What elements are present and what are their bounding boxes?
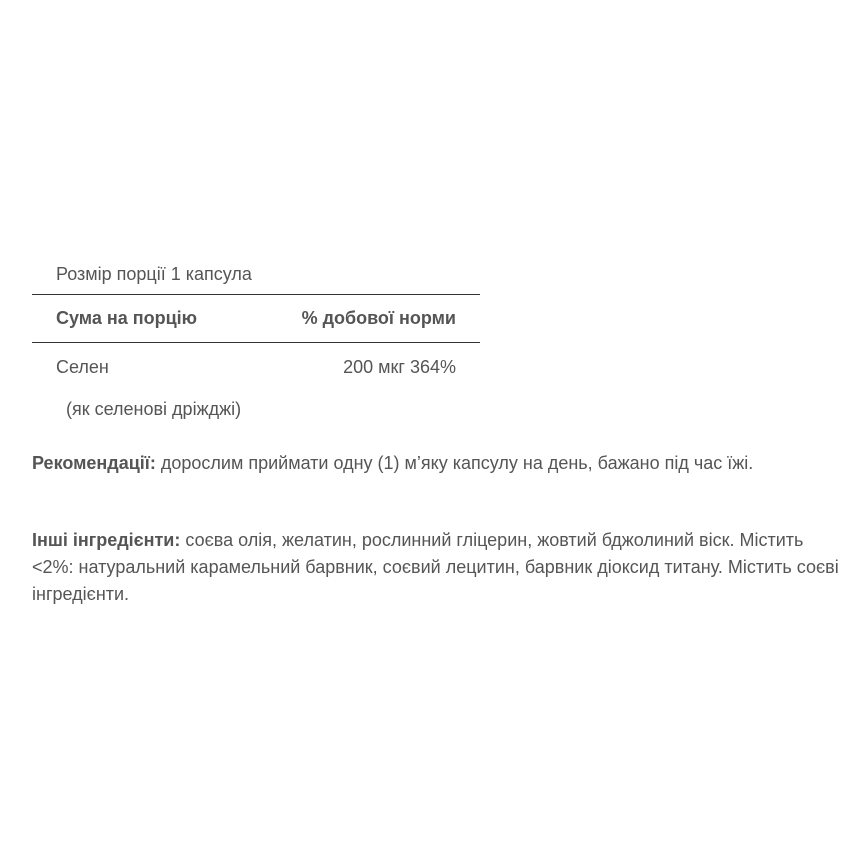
nutrient-name: Селен — [56, 356, 109, 377]
table-row — [32, 343, 480, 391]
supplement-facts-table — [32, 254, 480, 391]
recommendations-label: Рекомендації: — [32, 453, 156, 473]
serving-size: Розмір порції 1 капсула — [56, 264, 252, 284]
other-ingredients-paragraph — [32, 527, 844, 608]
other-ingredients-text: соєва олія, желатин, рослинний гліцерин, жовтий бджолиний віск. Містить <2%: натуральний карамельний барвник, соєвий лецитин, барвник діоксид титану. Містить соєві інгредієнти. — [32, 530, 839, 604]
nutrient-source-note: (як селенові дріжджі) — [66, 399, 242, 419]
nutrient-amount-daily-value: 200 мкг 364% — [343, 356, 456, 377]
recommendations-paragraph — [32, 450, 844, 477]
daily-value-header: % добової норми — [301, 308, 456, 328]
recommendations-text: дорослим приймати одну (1) м’яку капсулу на день, бажано під час їжі. — [155, 453, 754, 473]
other-ingredients-label: Інші інгредієнти: — [32, 530, 181, 550]
amount-per-serving-header: Сума на порцію — [56, 308, 198, 328]
table-header-row — [32, 295, 480, 342]
